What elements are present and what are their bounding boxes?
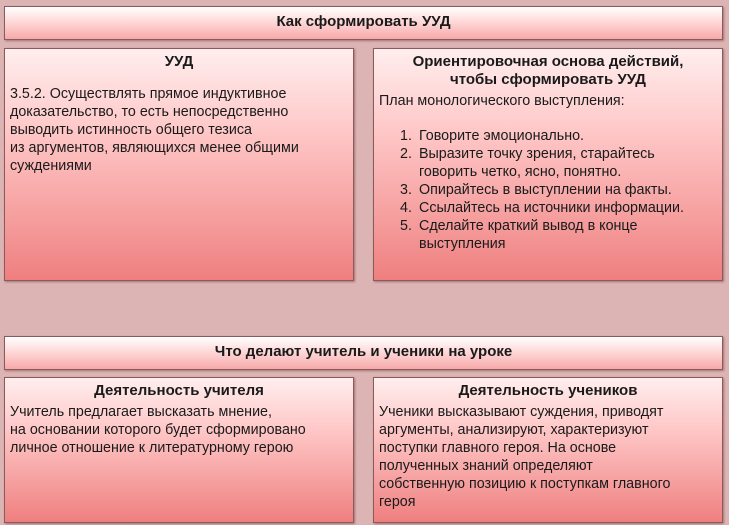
students-text-line: собственную позицию к поступкам главного xyxy=(379,476,671,492)
uud-text-line: суждениями xyxy=(10,158,92,174)
plan-item xyxy=(379,127,717,145)
plan-item xyxy=(379,217,717,253)
plan-item-number: 4. xyxy=(400,200,412,216)
plan-item-line: Опирайтесь в выступлении на факты. xyxy=(419,182,672,198)
plan-intro: План монологического выступления: xyxy=(379,93,625,109)
uud-panel-title: УУД xyxy=(164,53,194,70)
orientation-title-line: чтобы сформировать УУД xyxy=(450,71,646,88)
teacher-panel-title: Деятельность учителя xyxy=(94,382,264,399)
students-activity-panel xyxy=(373,377,723,523)
students-panel-body xyxy=(379,403,717,511)
orientation-panel-body xyxy=(379,92,717,253)
section-heading-how-to-form-uud xyxy=(4,6,723,40)
uud-text-line: 3.5.2. Осуществлять прямое индуктивное xyxy=(10,86,287,102)
uud-panel-body xyxy=(10,85,348,175)
teacher-panel-body xyxy=(10,403,348,457)
plan-item-line: выступления xyxy=(419,236,506,252)
plan-item-number: 1. xyxy=(400,128,412,144)
plan-list xyxy=(379,127,717,253)
plan-item-line: говорить четко, ясно, понятно. xyxy=(419,164,622,180)
orientation-title-line: Ориентировочная основа действий, xyxy=(412,53,684,70)
plan-item-line: Выразите точку зрения, старайтесь xyxy=(419,146,655,162)
teacher-text-line: личное отношение к литературному герою xyxy=(10,440,294,456)
plan-item xyxy=(379,145,717,181)
uud-panel xyxy=(4,48,354,281)
plan-item-number: 3. xyxy=(400,182,412,198)
orientation-panel xyxy=(373,48,723,281)
students-text-line: Ученики высказывают суждения, приводят xyxy=(379,404,664,420)
orientation-panel-title xyxy=(379,53,717,89)
students-text-line: поступки главного героя. На основе xyxy=(379,440,617,456)
students-text-line: аргументы, анализируют, характеризуют xyxy=(379,422,649,438)
teacher-activity-panel xyxy=(4,377,354,523)
plan-item-line: Сделайте краткий вывод в конце xyxy=(419,218,638,234)
uud-text-line: доказательство, то есть непосредственно xyxy=(10,104,289,120)
plan-item-number: 2. xyxy=(400,146,412,162)
section-heading-text: Как сформировать УУД xyxy=(276,13,451,30)
uud-text-line: из аргументов, являющихся менее общими xyxy=(10,140,299,156)
plan-item xyxy=(379,199,717,217)
teacher-text-line: Учитель предлагает высказать мнение, xyxy=(10,404,272,420)
section-heading-teacher-students xyxy=(4,336,723,370)
students-text-line: героя xyxy=(379,494,416,510)
uud-text-line: выводить истинность общего тезиса xyxy=(10,122,252,138)
section-heading-text: Что делают учитель и ученики на уроке xyxy=(214,343,513,360)
plan-item-number: 5. xyxy=(400,218,412,234)
students-panel-title: Деятельность учеников xyxy=(458,382,638,399)
teacher-text-line: на основании которого будет сформировано xyxy=(10,422,306,438)
plan-item-line: Ссылайтесь на источники информации. xyxy=(419,200,684,216)
plan-item xyxy=(379,181,717,199)
plan-item-line: Говорите эмоционально. xyxy=(419,128,585,144)
students-text-line: полученных знаний определяют xyxy=(379,458,593,474)
